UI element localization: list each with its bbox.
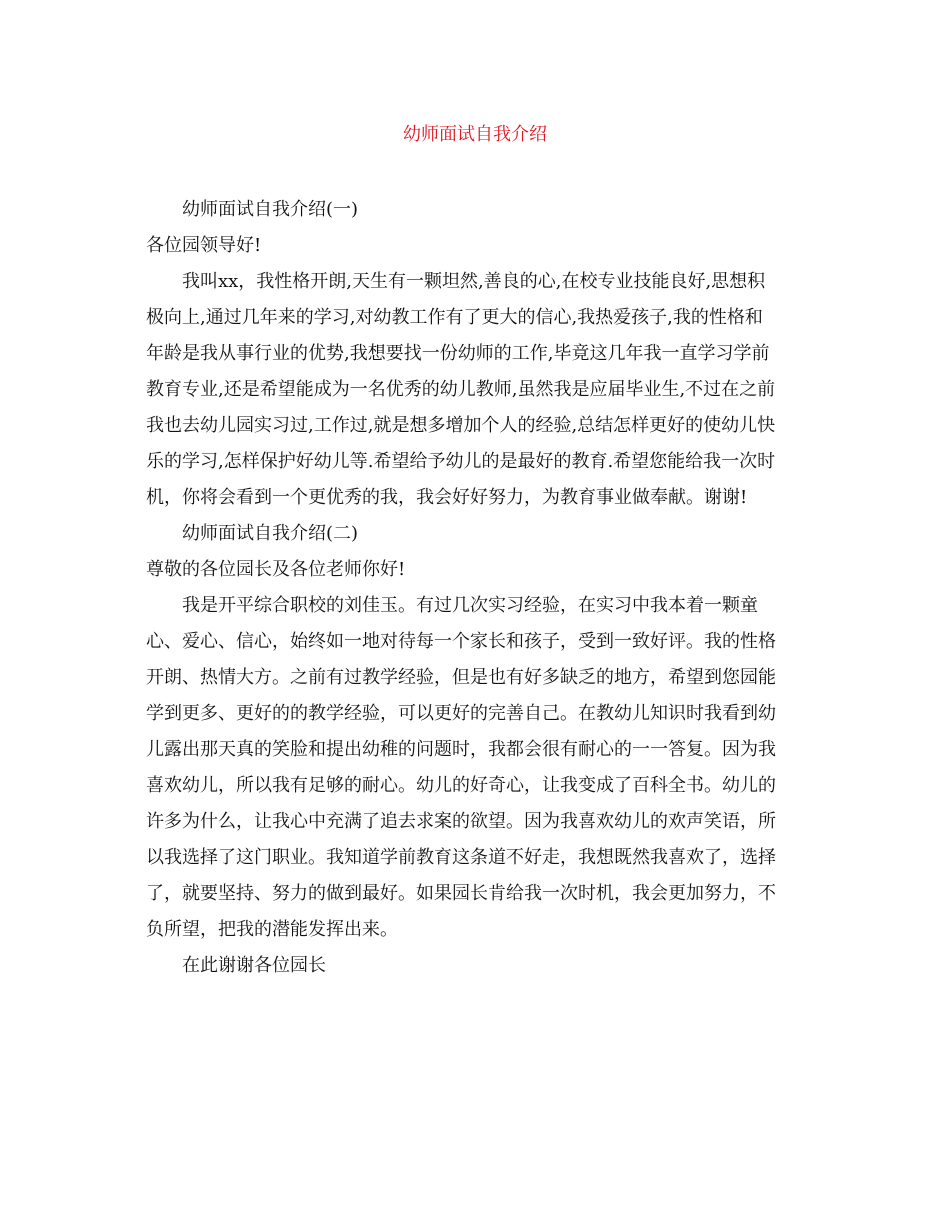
- paragraph-line: 机，你将会看到一个更优秀的我，我会好好努力，为教育事业做奉献。谢谢!: [146, 487, 748, 508]
- paragraph-line: 以我选择了这门职业。我知道学前教育这条道不好走，我想既然我喜欢了，选择: [146, 847, 776, 868]
- paragraph-line: 儿露出那天真的笑脸和提出幼稚的问题时，我都会很有耐心的一一答复。因为我: [146, 739, 776, 760]
- paragraph-line: 许多为什么，让我心中充满了追去求案的欲望。因为我喜欢幼儿的欢声笑语，所: [146, 811, 776, 832]
- paragraph-line: 年龄是我从事行业的优势,我想要找一份幼师的工作,毕竟这几年我一直学习学前: [146, 343, 770, 364]
- paragraph-line: 开朗、热情大方。之前有过教学经验，但是也有好多缺乏的地方，希望到您园能: [146, 667, 776, 688]
- paragraph-line: 极向上,通过几年来的学习,对幼教工作有了更大的信心,我热爱孩子,我的性格和: [146, 307, 763, 328]
- section-greeting-2: 尊敬的各位园长及各位老师你好!: [146, 559, 406, 580]
- section-greeting-1: 各位园领导好!: [146, 235, 262, 256]
- paragraph-line: 我也去幼儿园实习过,工作过,就是想多增加个人的经验,总结怎样更好的使幼儿快: [146, 415, 776, 436]
- paragraph-line: 乐的学习,怎样保护好幼儿等.希望给予幼儿的是最好的教育.希望您能给我一次时: [146, 451, 776, 472]
- document-title: 幼师面试自我介绍: [403, 124, 547, 145]
- paragraph-line: 学到更多、更好的的教学经验，可以更好的完善自己。在教幼儿知识时我看到幼: [146, 703, 776, 724]
- closing-line: 在此谢谢各位园长: [182, 955, 326, 976]
- document-body: [146, 192, 806, 984]
- paragraph-line: 了，就要坚持、努力的做到最好。如果园长肯给我一次时机，我会更加努力，不: [146, 883, 776, 904]
- paragraph-line: 心、爱心、信心，始终如一地对待每一个家长和孩子，受到一致好评。我的性格: [146, 631, 776, 652]
- paragraph-line: 我叫xx，我性格开朗,天生有一颗坦然,善良的心,在校专业技能良好,思想积: [182, 271, 766, 292]
- section-heading-1: 幼师面试自我介绍(一): [182, 199, 359, 220]
- paragraph-line: 教育专业,还是希望能成为一名优秀的幼儿教师,虽然我是应届毕业生,不过在之前: [146, 379, 776, 400]
- section-heading-2: 幼师面试自我介绍(二): [182, 523, 359, 544]
- paragraph-line: 喜欢幼儿，所以我有足够的耐心。幼儿的好奇心，让我变成了百科全书。幼儿的: [146, 775, 776, 796]
- paragraph-line: 负所望，把我的潜能发挥出来。: [146, 919, 398, 940]
- paragraph-line: 我是开平综合职校的刘佳玉。有过几次实习经验，在实习中我本着一颗童: [182, 595, 758, 616]
